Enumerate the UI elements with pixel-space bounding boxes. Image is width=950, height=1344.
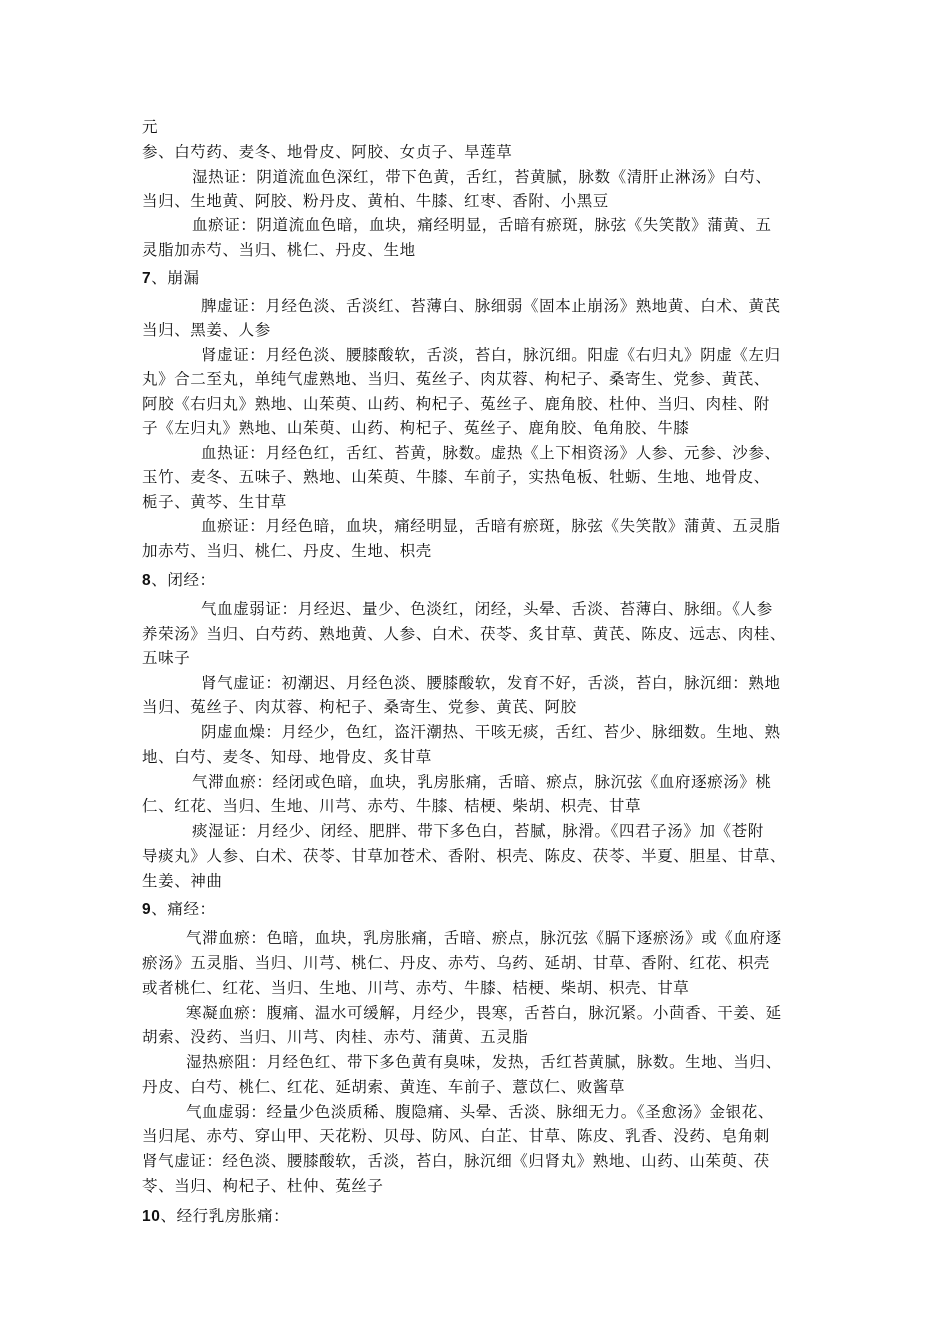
- section-title: 痛经：: [167, 900, 216, 918]
- text-line: 湿热瘀阻：月经色红、带下多色黄有臭味，发热，舌红苔黄腻，脉数。生地、当归、: [186, 1053, 782, 1071]
- text-line: 气滞血瘀：色暗，血块，乳房胀痛，舌暗、瘀点，脉沉弦《膈下逐瘀汤》或《血府逐: [186, 929, 782, 947]
- text-line: 导痰丸》人参、白术、茯苓、甘草加苍术、香附、枳壳、陈皮、茯苓、半夏、胆星、甘草、: [142, 847, 787, 865]
- text-line: 灵脂加赤芍、当归、桃仁、丹皮、生地: [142, 241, 416, 259]
- text-line: 寒凝血瘀：腹痛、温水可缓解，月经少，畏寒，舌苔白，脉沉紧。小茴香、干姜、延: [186, 1004, 782, 1022]
- text-line: 肾虚证：月经色淡、腰膝酸软，舌淡，苔白，脉沉细。阳虚《右归丸》阴虚《左归: [201, 346, 781, 364]
- text-line: 地、白芍、麦冬、知母、地骨皮、炙甘草: [142, 748, 432, 766]
- text-line: 痰湿证：月经少、闭经、肥胖、带下多色白，苔腻，脉滑。《四君子汤》加《苍附: [192, 822, 764, 840]
- text-line: 玉竹、麦冬、五味子、熟地、山茱萸、牛膝、车前子，实热龟板、牡蛎、生地、地骨皮、: [142, 468, 770, 486]
- text-line: 当归尾、赤芍、穿山甲、天花粉、贝母、防风、白芷、甘草、陈皮、乳香、没药、皂角刺: [142, 1127, 770, 1145]
- text-line: 或者桃仁、红花、当归、生地、川芎、赤芍、牛膝、桔梗、柴胡、枳壳、甘草: [142, 979, 690, 997]
- section-number: 7: [142, 270, 152, 287]
- separator: 、: [151, 900, 168, 918]
- section-heading-7: [142, 268, 200, 289]
- text-line: 气血虚弱证：月经迟、量少、色淡红，闭经，头晕、舌淡、苔薄白、脉细。《人参: [201, 600, 773, 618]
- text-line: 仁、红花、当归、生地、川芎、赤芍、牛膝、桔梗、柴胡、枳壳、甘草: [142, 797, 642, 815]
- text-line: 肾气虚证：经色淡、腰膝酸软，舌淡，苔白，脉沉细《归肾丸》熟地、山药、山茱萸、茯: [142, 1152, 770, 1170]
- text-line: 肾气虚证：初潮迟、月经色淡、腰膝酸软，发育不好，舌淡，苔白，脉沉细：熟地: [201, 674, 781, 692]
- text-line: 丹皮、白芍、桃仁、红花、延胡索、黄连、车前子、薏苡仁、败酱草: [142, 1078, 626, 1096]
- text-line: 子《左归丸》熟地、山茱萸、山药、枸杞子、菟丝子、鹿角胶、龟角胶、牛膝: [142, 419, 690, 437]
- separator: 、: [151, 269, 168, 287]
- text-line: 参、白芍药、麦冬、地骨皮、阿胶、女贞子、旱莲草: [142, 143, 513, 161]
- text-line: 阴虚血燥：月经少，色红，盗汗潮热、干咳无痰，舌红、苔少、脉细数。生地、熟: [201, 723, 781, 741]
- text-line: 血瘀证：月经色暗，血块，痛经明显，舌暗有瘀斑，脉弦《失笑散》蒲黄、五灵脂: [201, 517, 781, 535]
- section-heading-10: [142, 1206, 289, 1227]
- text-line: 养荣汤》当归、白芍药、熟地黄、人参、白术、茯苓、炙甘草、黄芪、陈皮、远志、肉桂、: [142, 625, 787, 643]
- text-line: 五味子: [142, 649, 191, 667]
- text-line: 胡索、没药、当归、川芎、肉桂、赤芍、蒲黄、五灵脂: [142, 1028, 529, 1046]
- text-line: 阿胶《右归丸》熟地、山茱萸、山药、枸杞子、菟丝子、鹿角胶、杜仲、当归、肉桂、附: [142, 395, 770, 413]
- text-line: 血瘀证：阴道流血色暗，血块，痛经明显，舌暗有瘀斑，脉弦《失笑散》蒲黄、五: [192, 216, 772, 234]
- section-heading-8: [142, 570, 216, 591]
- section-heading-9: [142, 899, 216, 920]
- text-line: 加赤芍、当归、桃仁、丹皮、生地、枳壳: [142, 542, 432, 560]
- separator: 、: [160, 1207, 177, 1225]
- section-number: 8: [142, 572, 152, 589]
- text-line: 栀子、黄芩、生甘草: [142, 493, 287, 511]
- section-number: 9: [142, 901, 152, 918]
- section-number: 10: [142, 1208, 161, 1225]
- text-line: 元: [142, 118, 159, 136]
- text-line: 丸》合二至丸，单纯气虚熟地、当归、菟丝子、肉苁蓉、枸杞子、桑寄生、党参、黄芪、: [142, 370, 770, 388]
- text-line: 气血虚弱：经量少色淡质稀、腹隐痛、头晕、舌淡、脉细无力。《圣愈汤》金银花、: [186, 1103, 774, 1121]
- section-title: 崩漏: [167, 269, 200, 287]
- text-line: 气滞血瘀：经闭或色暗，血块，乳房胀痛，舌暗、瘀点，脉沉弦《血府逐瘀汤》桃: [192, 773, 772, 791]
- text-line: 湿热证：阴道流血色深红，带下色黄，舌红，苔黄腻，脉数《清肝止淋汤》白芍、: [192, 168, 772, 186]
- text-line: 当归、黑姜、人参: [142, 321, 271, 339]
- text-line: 血热证：月经色红，舌红、苔黄，脉数。虚热《上下相资汤》人参、元参、沙参、: [201, 444, 781, 462]
- text-line: 当归、菟丝子、肉苁蓉、枸杞子、桑寄生、党参、黄芪、阿胶: [142, 698, 577, 716]
- text-line: 生姜、神曲: [142, 872, 223, 890]
- text-line: 脾虚证：月经色淡、舌淡红、苔薄白、脉细弱《固本止崩汤》熟地黄、白术、黄芪: [201, 297, 781, 315]
- text-line: 瘀汤》五灵脂、当归、川芎、桃仁、丹皮、赤芍、乌药、延胡、甘草、香附、红花、枳壳: [142, 954, 770, 972]
- separator: 、: [151, 571, 168, 589]
- text-line: 苓、当归、枸杞子、杜仲、菟丝子: [142, 1177, 384, 1195]
- section-title: 闭经：: [167, 571, 216, 589]
- section-title: 经行乳房胀痛：: [176, 1207, 290, 1225]
- text-line: 当归、生地黄、阿胶、粉丹皮、黄柏、牛膝、红枣、香附、小黑豆: [142, 192, 609, 210]
